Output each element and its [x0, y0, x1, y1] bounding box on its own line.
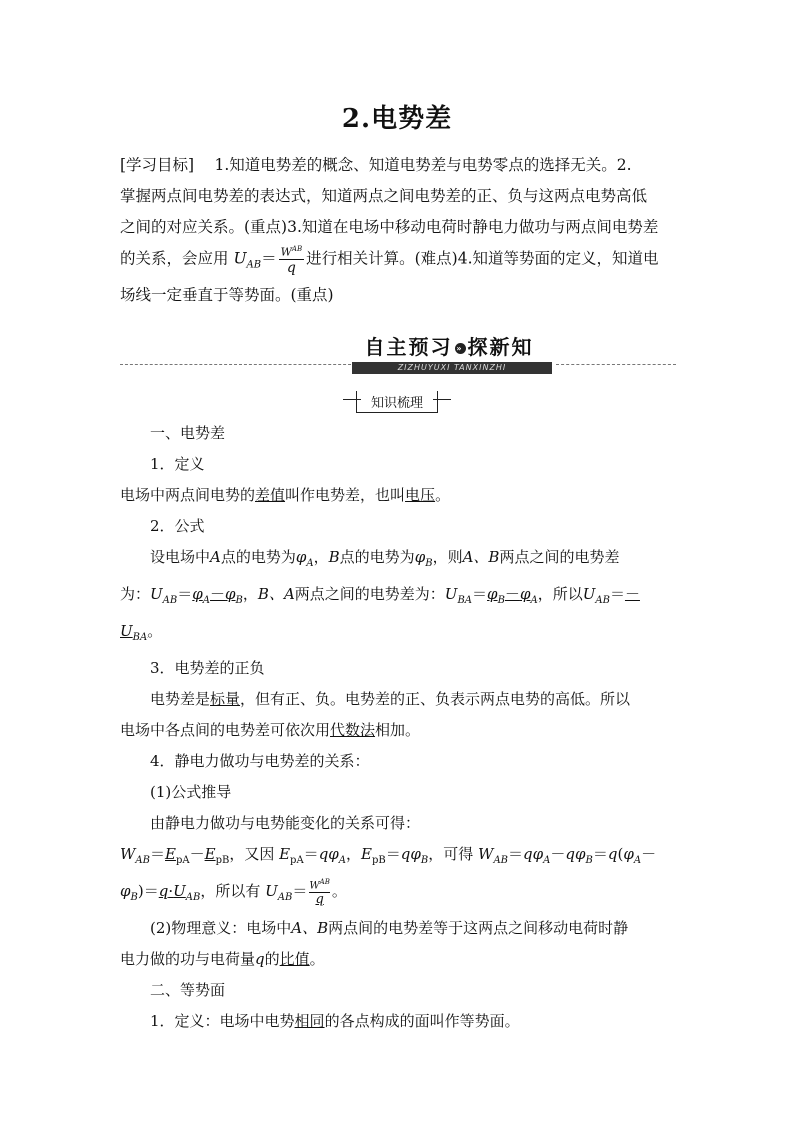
text: 点的电势为 — [220, 548, 296, 566]
text: 。 — [435, 486, 451, 504]
formula-eq: ＝ — [261, 249, 277, 268]
answer-blank: 标量 — [210, 690, 241, 708]
objective-line: 之间的对应关系。(重点)3.知道在电场中移动电荷时静电力做功与两点间电势差 — [120, 218, 659, 236]
paragraph — [120, 684, 676, 715]
section-tag-label: 知识梳理 — [356, 391, 438, 413]
text: ，但有正、负。电势差的正、负表示两点电势的高低。所以 — [240, 690, 631, 708]
text: 电场中各点间的电势差可依次用 — [120, 721, 331, 739]
text: 设电场中 — [150, 548, 211, 566]
text: 的各点构成的面叫作等势面。 — [324, 1012, 520, 1030]
fraction — [279, 243, 305, 276]
paragraph — [120, 944, 676, 975]
text: 。 — [147, 622, 163, 640]
var: A、B — [291, 919, 329, 937]
subheading: 2．公式 — [150, 517, 205, 535]
paragraph — [120, 480, 676, 511]
text: ，则 — [432, 548, 463, 566]
objective-line: [学习目标] 1.知道电势差的概念、知道电势差与电势零点的选择无关。2. — [120, 156, 632, 174]
heading-2: 二、等势面 — [150, 981, 226, 999]
text: 的 — [264, 950, 280, 968]
var: B — [328, 548, 340, 566]
text: 两点之间的电势差 — [499, 548, 620, 566]
formula-u: U — [233, 249, 247, 268]
paragraph — [120, 1006, 676, 1037]
objective-text: 的关系，会应用 — [120, 249, 234, 268]
subheading: (1)公式推导 — [150, 783, 232, 801]
main-content — [120, 418, 676, 1037]
answer-blank: 电压 — [405, 486, 436, 504]
text: ， — [242, 585, 258, 603]
text: 叫作电势差，也叫 — [285, 486, 406, 504]
chevron-right-icon: » — [456, 344, 464, 353]
subheading: 3．电势差的正负 — [150, 659, 265, 677]
section-tag — [0, 391, 794, 413]
page-title: 2.电势差 — [341, 104, 453, 134]
text: ，所以 — [537, 585, 583, 603]
text: 两点间的电势差等于这两点之间移动电荷时静 — [328, 919, 629, 937]
objective-line-formula — [120, 243, 676, 280]
text: 电场中两点间电势的 — [120, 486, 256, 504]
answer-blank: 相同 — [294, 1012, 325, 1030]
text: (2)物理意义：电场中 — [150, 919, 292, 937]
fraction-denominator: q — [286, 259, 296, 276]
formula-line: $\varphi_B)=q\cdot U_{AB}$，所以有 $U_{AB}=$ $\frac{W^{AB}}{q}$ 。 — [120, 878, 347, 907]
var: A、B — [462, 548, 500, 566]
subheading: 4．静电力做功与电势差的关系： — [150, 752, 370, 770]
paragraph — [120, 913, 676, 944]
paragraph: 由静电力做功与电势能变化的关系可得： — [150, 814, 421, 832]
learning-objectives — [120, 150, 676, 311]
text: 两点之间的电势差为： — [294, 585, 445, 603]
answer-blank: 代数法 — [330, 721, 376, 739]
banner-title — [358, 332, 540, 365]
formula-sub: AB — [246, 259, 262, 271]
paragraph — [120, 715, 676, 746]
fraction-numerator-sup: AB — [291, 245, 303, 253]
answer-blank: 差值 — [255, 486, 286, 504]
text: 电势差是 — [150, 690, 211, 708]
objective-text: 进行相关计算。(难点)4.知道等势面的定义，知道电 — [306, 249, 659, 268]
banner-title-b: 探新知 — [467, 335, 534, 359]
objective-line: 掌握两点间电势差的表达式，知道两点之间电势差的正、负与这两点电势高低 — [120, 187, 648, 205]
banner-subtitle: ZIZHUYUXI TANXINZHI — [352, 362, 552, 374]
paragraph: 为：$U_{AB}=\varphi_A-\varphi_B$，B、A两点之间的电势差为：$U_{BA}=\varphi_B-\varphi_A$，所以$U_{AB}=-$ — [120, 585, 640, 606]
text: 电力做的功与电荷量 — [120, 950, 256, 968]
var: B、A — [257, 585, 295, 603]
paragraph: $U_{BA}$。 — [120, 622, 163, 643]
objective-line: 场线一定垂直于等势面。(重点) — [120, 286, 334, 305]
answer-blank: 比值 — [279, 950, 310, 968]
formula-line: $W_{AB}=E_{pA}-E_{pB}$，又因 $E_{pA}=q\varphi_A$，$E_{pB}=q\varphi_B$，可得 $W_{AB}=q\varphi_A-q\varphi_B=q(\varphi_A-$ — [120, 845, 657, 866]
section-banner — [0, 332, 794, 372]
text: 。 — [309, 950, 325, 968]
text: 相加。 — [375, 721, 421, 739]
text: 1．定义：电场中电势 — [150, 1012, 295, 1030]
text: 为： — [120, 585, 151, 603]
fraction: $\frac{W^{AB}}{q}$ — [309, 878, 330, 907]
text: 点的电势为 — [339, 548, 415, 566]
banner-title-a: 自主预习 — [364, 335, 453, 359]
var: q — [255, 950, 265, 968]
subheading: 1．定义 — [150, 455, 205, 473]
heading-1: 一、电势差 — [150, 424, 226, 442]
var: A — [210, 548, 221, 566]
fraction-numerator: W — [280, 245, 292, 259]
paragraph: 设电场中A点的电势为$\varphi_A$，B点的电势为$\varphi_B$，则A、B两点之间的电势差 — [150, 548, 620, 569]
